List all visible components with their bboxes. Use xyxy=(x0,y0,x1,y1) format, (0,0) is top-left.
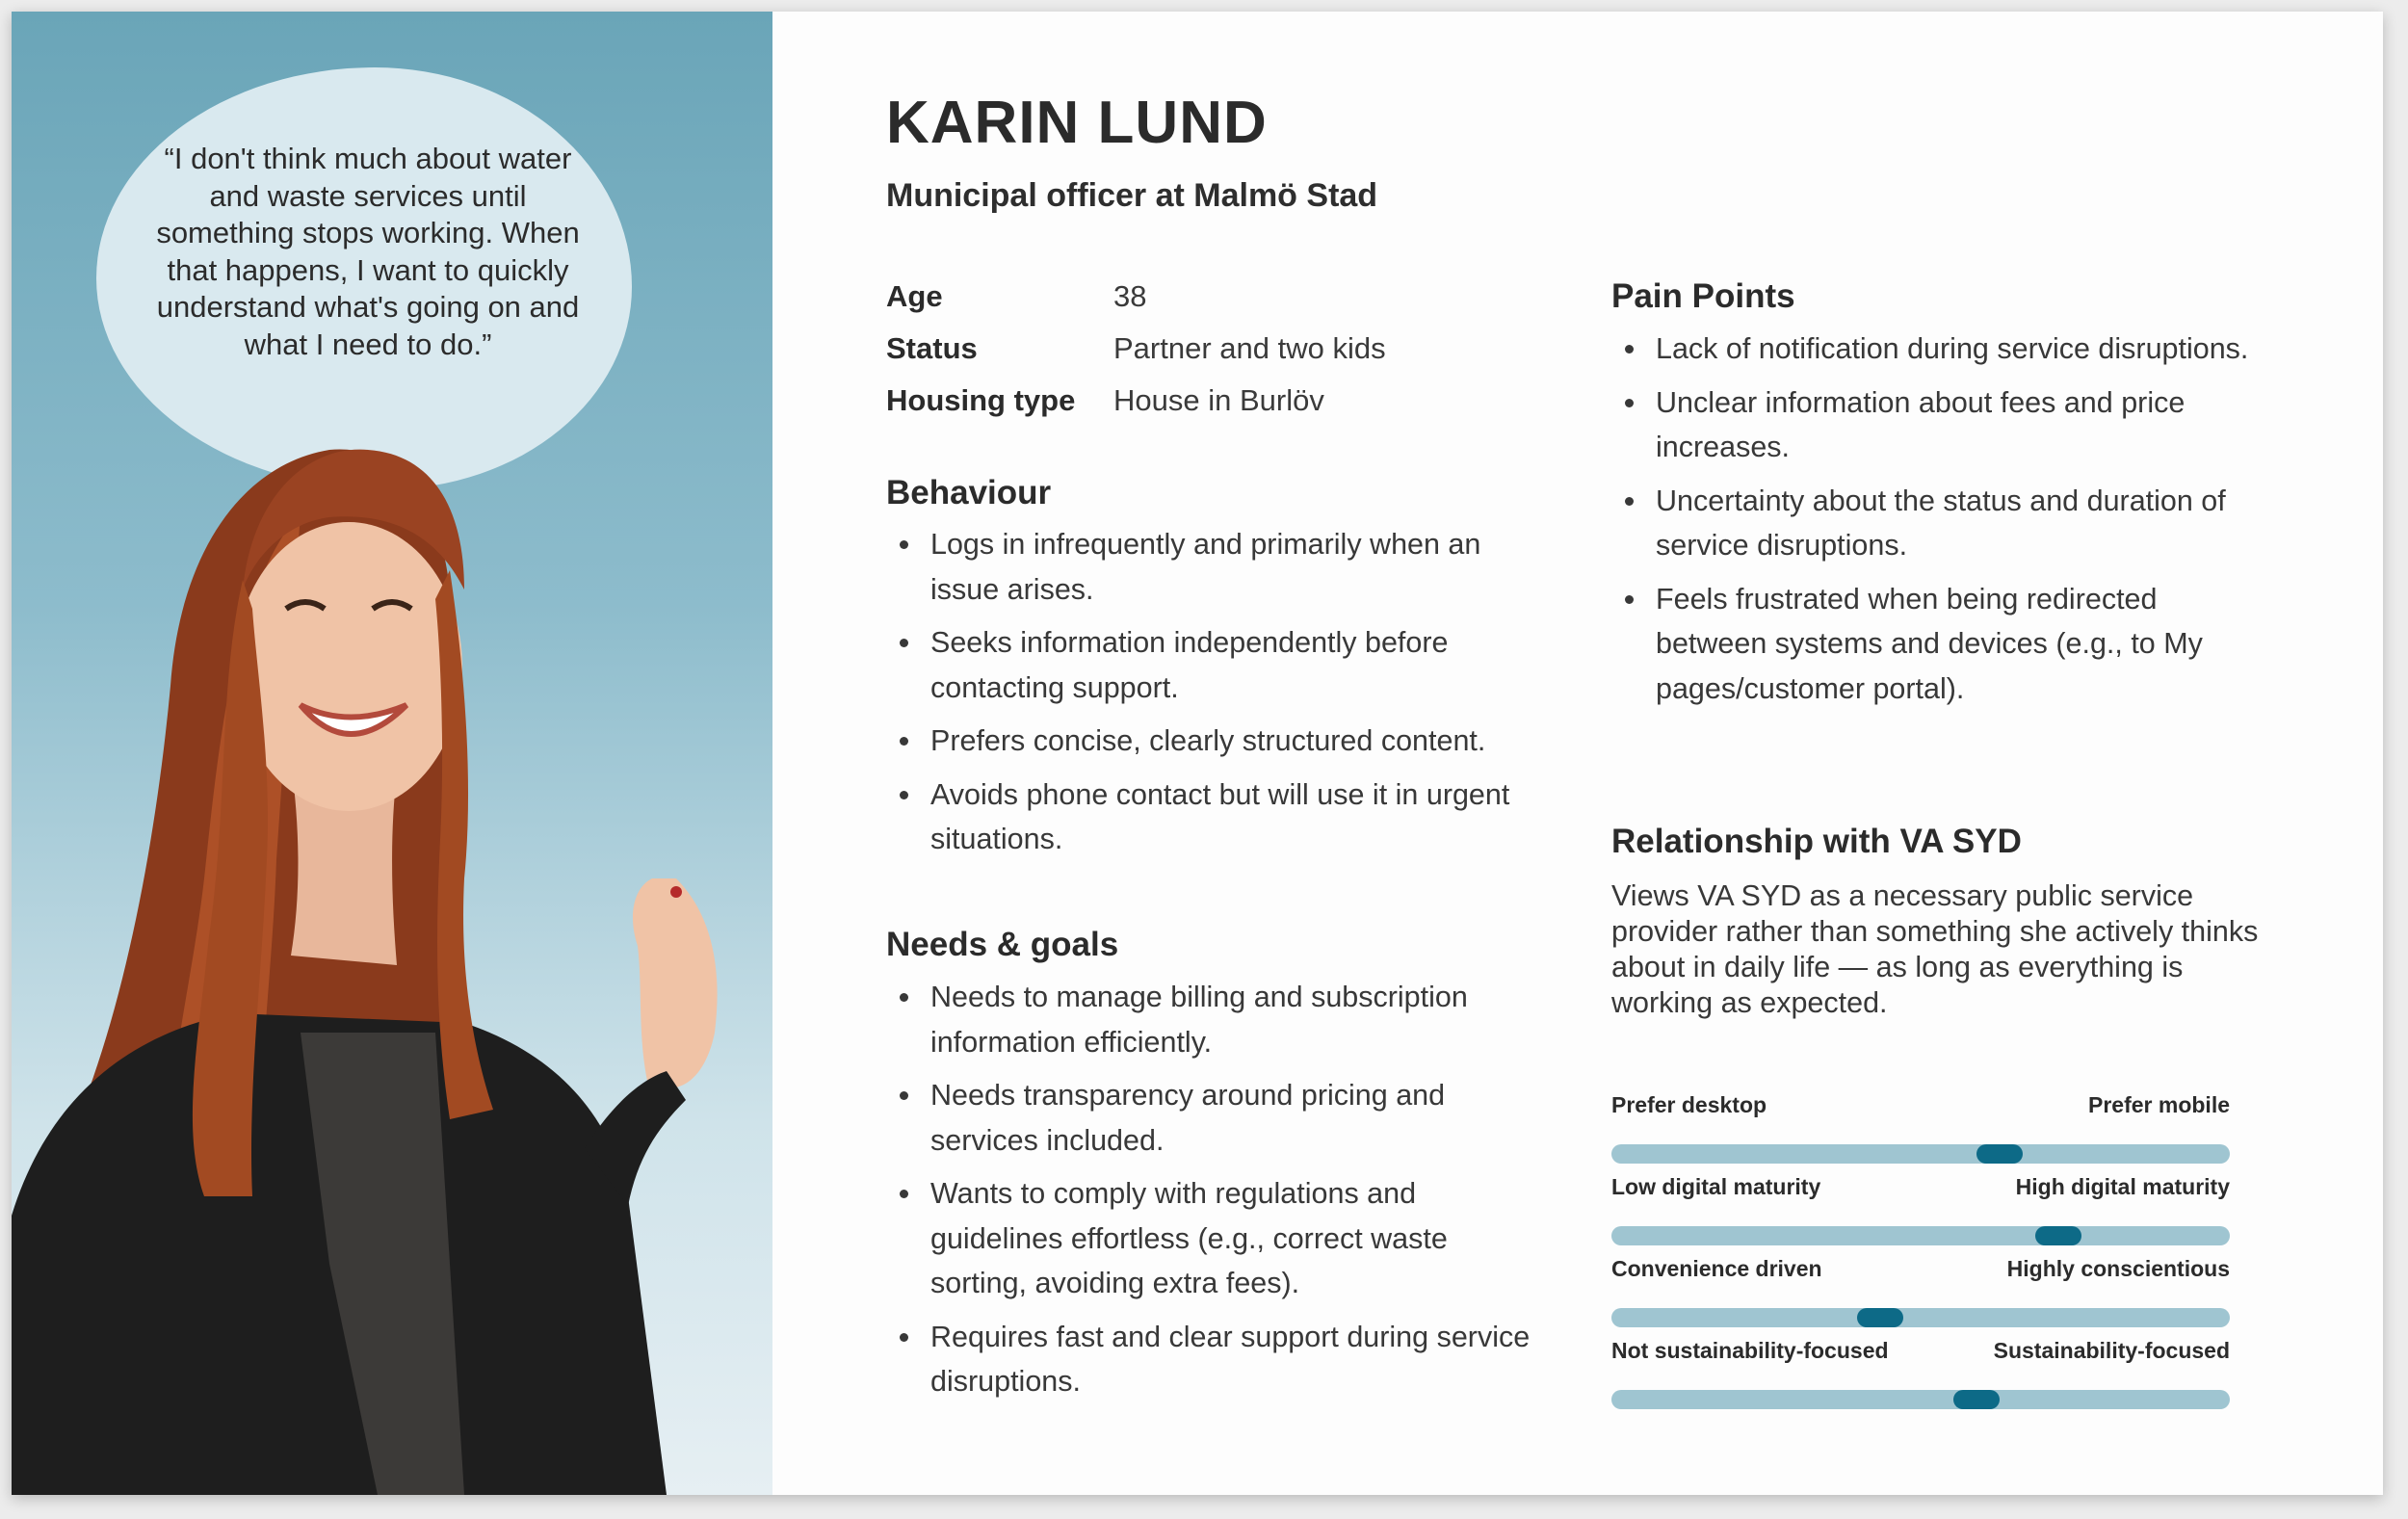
list-item: Prefers concise, clearly structured content. xyxy=(886,719,1541,764)
list-item: Needs to manage billing and subscription information efficiently. xyxy=(886,975,1541,1064)
needs-list xyxy=(886,975,1541,1413)
fact-label: Housing type xyxy=(886,383,1076,417)
scale-marker xyxy=(1953,1390,2000,1409)
pain-points-list xyxy=(1611,327,2266,720)
scale-left-label: Prefer desktop xyxy=(1611,1092,1767,1117)
scale-convenience xyxy=(1611,1256,2230,1327)
list-item: Needs transparency around pricing and services included. xyxy=(886,1073,1541,1163)
scale-left-label: Not sustainability-focused xyxy=(1611,1338,1889,1363)
scale-left-label: Convenience driven xyxy=(1611,1256,1822,1281)
list-item: Logs in infrequently and primarily when an issue arises. xyxy=(886,522,1541,612)
persona-card xyxy=(12,12,2383,1495)
persona-name: KARIN LUND xyxy=(886,90,1268,156)
behaviour-list xyxy=(886,522,1541,871)
persona-role: Municipal officer at Malmö Stad xyxy=(886,177,1378,214)
persona-portrait xyxy=(12,12,772,1495)
needs-heading: Needs & goals xyxy=(886,926,1119,963)
scale-marker xyxy=(2035,1226,2081,1245)
pain-points-heading: Pain Points xyxy=(1611,277,1795,315)
fact-label: Age xyxy=(886,279,943,313)
scale-sustainability xyxy=(1611,1338,2230,1409)
list-item: Avoids phone contact but will use it in urgent situations. xyxy=(886,773,1541,862)
portrait-panel xyxy=(12,12,772,1495)
scale-right-label: High digital maturity xyxy=(2015,1174,2230,1199)
list-item: Requires fast and clear support during service disruptions. xyxy=(886,1315,1541,1404)
scale-track xyxy=(1611,1390,2230,1409)
scale-right-label: Sustainability-focused xyxy=(1993,1338,2230,1363)
fact-value: House in Burlöv xyxy=(1113,383,1324,417)
scale-marker xyxy=(1857,1308,1903,1327)
scale-track xyxy=(1611,1226,2230,1245)
list-item: Lack of notification during service disruptions. xyxy=(1611,327,2266,372)
list-item: Unclear information about fees and price increases. xyxy=(1611,380,2266,470)
relationship-heading: Relationship with VA SYD xyxy=(1611,823,2022,860)
scale-marker xyxy=(1976,1144,2023,1164)
fact-label: Status xyxy=(886,331,978,365)
behaviour-heading: Behaviour xyxy=(886,474,1052,511)
scale-track xyxy=(1611,1144,2230,1164)
fact-value: Partner and two kids xyxy=(1113,331,1386,365)
relationship-text: Views VA SYD as a necessary public service provider rather than something she actively thinks about in daily life — as long as everything is working as expected. xyxy=(1611,879,2259,1019)
scale-left-label: Low digital maturity xyxy=(1611,1174,1821,1199)
scale-desktop-mobile xyxy=(1611,1092,2230,1164)
list-item: Uncertainty about the status and duration of service disruptions. xyxy=(1611,479,2266,568)
scale-track xyxy=(1611,1308,2230,1327)
list-item: Seeks information independently before contacting support. xyxy=(886,620,1541,710)
persona-quote: “I don't think much about water and waste services until something stops working. When that happens, I want to quickly understand what's going on and what I need to do.” xyxy=(156,142,580,361)
scale-right-label: Prefer mobile xyxy=(2088,1092,2230,1117)
fact-value: 38 xyxy=(1113,279,1147,313)
scale-digital-maturity xyxy=(1611,1174,2230,1245)
scale-right-label: Highly conscientious xyxy=(2006,1256,2230,1281)
list-item: Feels frustrated when being redirected between systems and devices (e.g., to My pages/customer portal). xyxy=(1611,577,2266,712)
list-item: Wants to comply with regulations and guidelines effortless (e.g., correct waste sorting, avoiding extra fees). xyxy=(886,1171,1541,1306)
